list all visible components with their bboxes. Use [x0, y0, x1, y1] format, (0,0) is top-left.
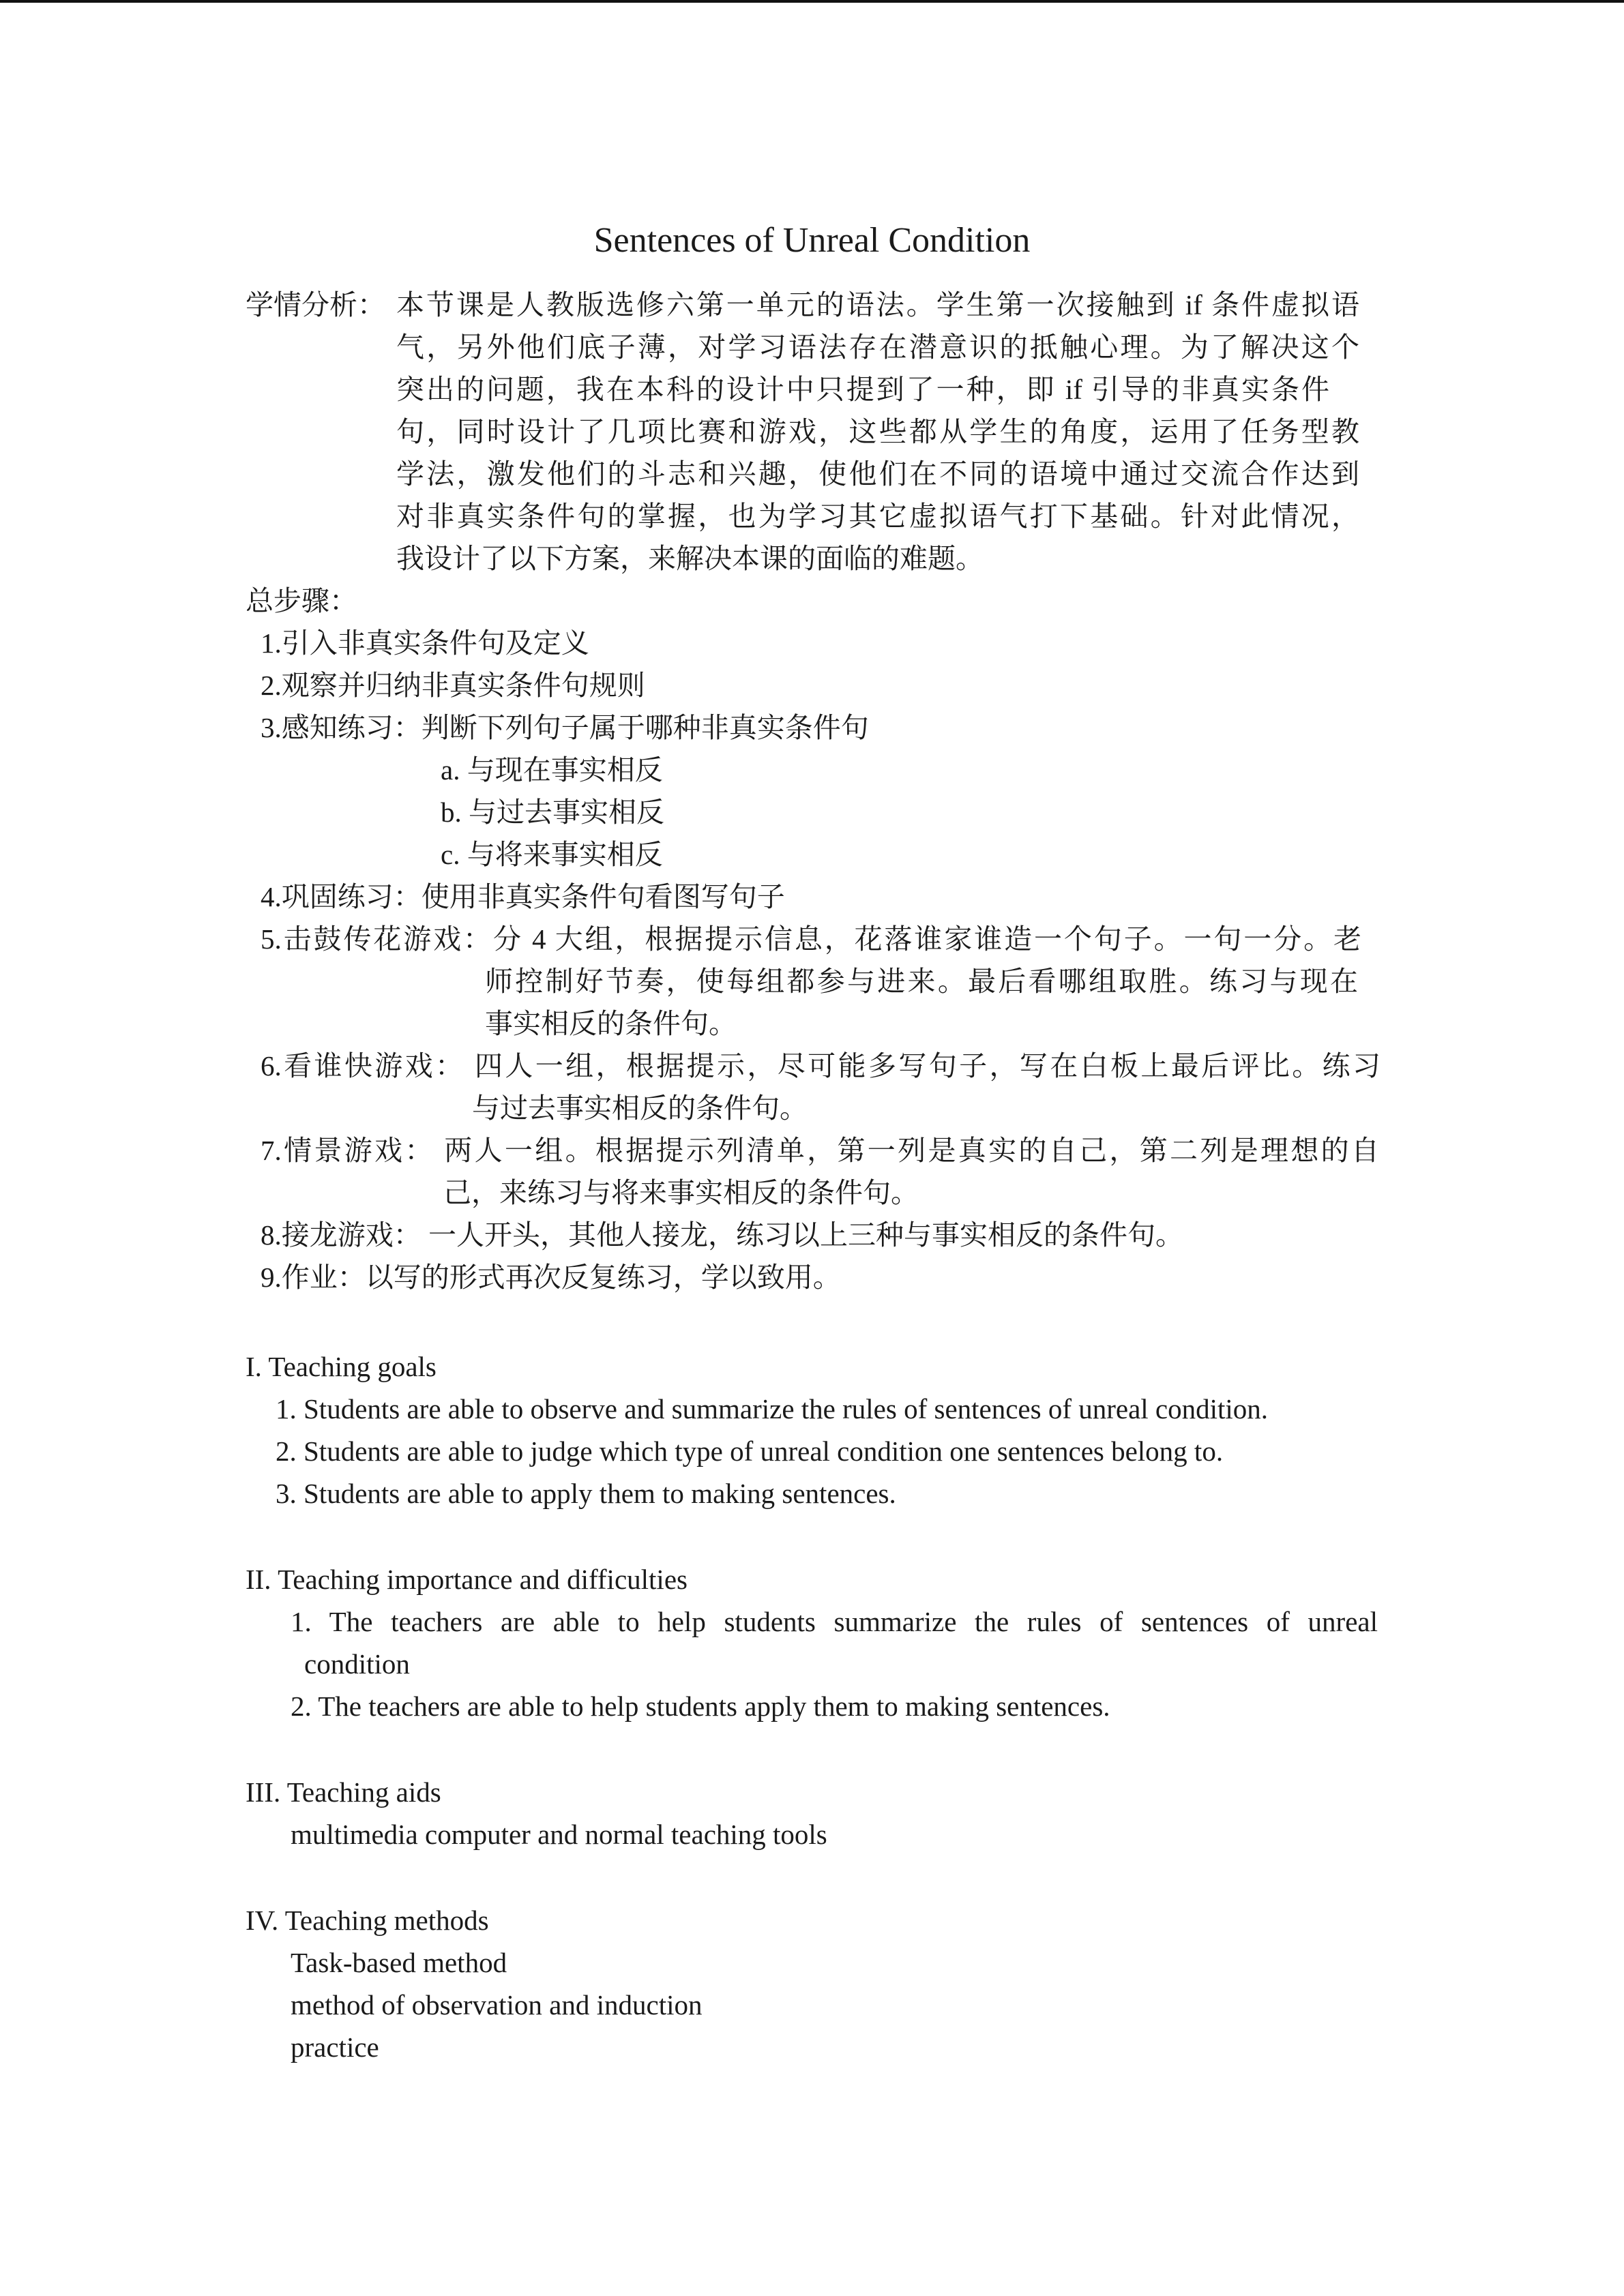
- step-7-line-2: 己，来练习与将来事实相反的条件句。: [443, 1177, 919, 1208]
- goals-heading: I. Teaching goals: [246, 1351, 437, 1382]
- analysis-line-2: 气，另外他们底子薄，对学习语法存在潜意识的抵触心理。为了解决这个: [396, 331, 1359, 363]
- goal-2: 2. Students are able to judge which type of unreal condition one sentences belong to.: [276, 1435, 1224, 1467]
- aids-text: multimedia computer and normal teaching tools: [291, 1819, 827, 1850]
- analysis-line-3: 突出的问题，我在本科的设计中只提到了一种，即 if 引导的非真实条件: [396, 374, 1329, 405]
- importance-item-1-line-2: condition: [304, 1648, 410, 1680]
- analysis-line-6: 对非真实条件句的掌握，也为学习其它虚拟语气打下基础。针对此情况，: [396, 501, 1359, 532]
- step-6-line-1: 6.看谁快游戏： 四人一组，根据提示，尽可能多写句子，写在白板上最后评比。练习: [261, 1050, 1381, 1082]
- analysis-line-1: 本节课是人教版选修六第一单元的语法。学生第一次接触到 if 条件虚拟语: [396, 289, 1359, 320]
- step-5-line-3: 事实相反的条件句。: [485, 1008, 737, 1039]
- method-1: Task-based method: [291, 1947, 507, 1978]
- step-5-line-1: 5.击鼓传花游戏：分 4 大组，根据提示信息，花落谁家谁造一个句子。一句一分。老: [261, 923, 1361, 955]
- step-9: 9.作业：以写的形式再次反复练习，学以致用。: [261, 1262, 841, 1293]
- step-3: 3.感知练习：判断下列句子属于哪种非真实条件句: [261, 712, 869, 743]
- step-4: 4.巩固练习：使用非真实条件句看图写句子: [261, 881, 785, 912]
- importance-item-1-line-1: 1. The teachers are able to help students summarize the rules of sentences of unreal: [291, 1606, 1378, 1637]
- analysis-line-4: 句，同时设计了几项比赛和游戏，这些都从学生的角度，运用了任务型教: [396, 416, 1359, 447]
- step-8: 8.接龙游戏： 一人开头，其他人接龙，练习以上三种与事实相反的条件句。: [261, 1219, 1183, 1251]
- method-3: practice: [291, 2031, 379, 2063]
- analysis-line-7: 我设计了以下方案，来解决本课的面临的难题。: [396, 543, 984, 574]
- analysis-label: 学情分析：: [246, 289, 385, 320]
- method-2: method of observation and induction: [291, 1989, 703, 2021]
- step-1: 1.引入非真实条件句及定义: [261, 627, 589, 659]
- step-2: 2.观察并归纳非真实条件句规则: [261, 670, 645, 701]
- step-5-line-2: 师控制好节奏，使每组都参与进来。最后看哪组取胜。练习与现在: [485, 966, 1358, 997]
- document-title: Sentences of Unreal Condition: [593, 221, 1031, 260]
- step-6-line-2: 与过去事实相反的条件句。: [472, 1092, 808, 1124]
- importance-heading: II. Teaching importance and difficulties: [246, 1564, 688, 1595]
- methods-heading: IV. Teaching methods: [246, 1905, 489, 1936]
- step-7-line-1: 7.情景游戏： 两人一组。根据提示列清单，第一列是真实的自己，第二列是理想的自: [261, 1135, 1379, 1166]
- goal-3: 3. Students are able to apply them to making sentences.: [276, 1478, 896, 1509]
- steps-heading: 总步骤：: [246, 585, 357, 616]
- aids-heading: III. Teaching aids: [246, 1776, 441, 1808]
- page-top-border: [0, 0, 1624, 3]
- goal-1: 1. Students are able to observe and summarize the rules of sentences of unreal condition.: [276, 1393, 1269, 1425]
- step-3-option-b: b. 与过去事实相反: [441, 796, 664, 828]
- importance-item-2: 2. The teachers are able to help students apply them to making sentences.: [291, 1690, 1110, 1722]
- step-3-option-a: a. 与现在事实相反: [441, 754, 663, 786]
- analysis-line-5: 学法，激发他们的斗志和兴趣，使他们在不同的语境中通过交流合作达到: [396, 458, 1359, 490]
- step-3-option-c: c. 与将来事实相反: [441, 839, 663, 870]
